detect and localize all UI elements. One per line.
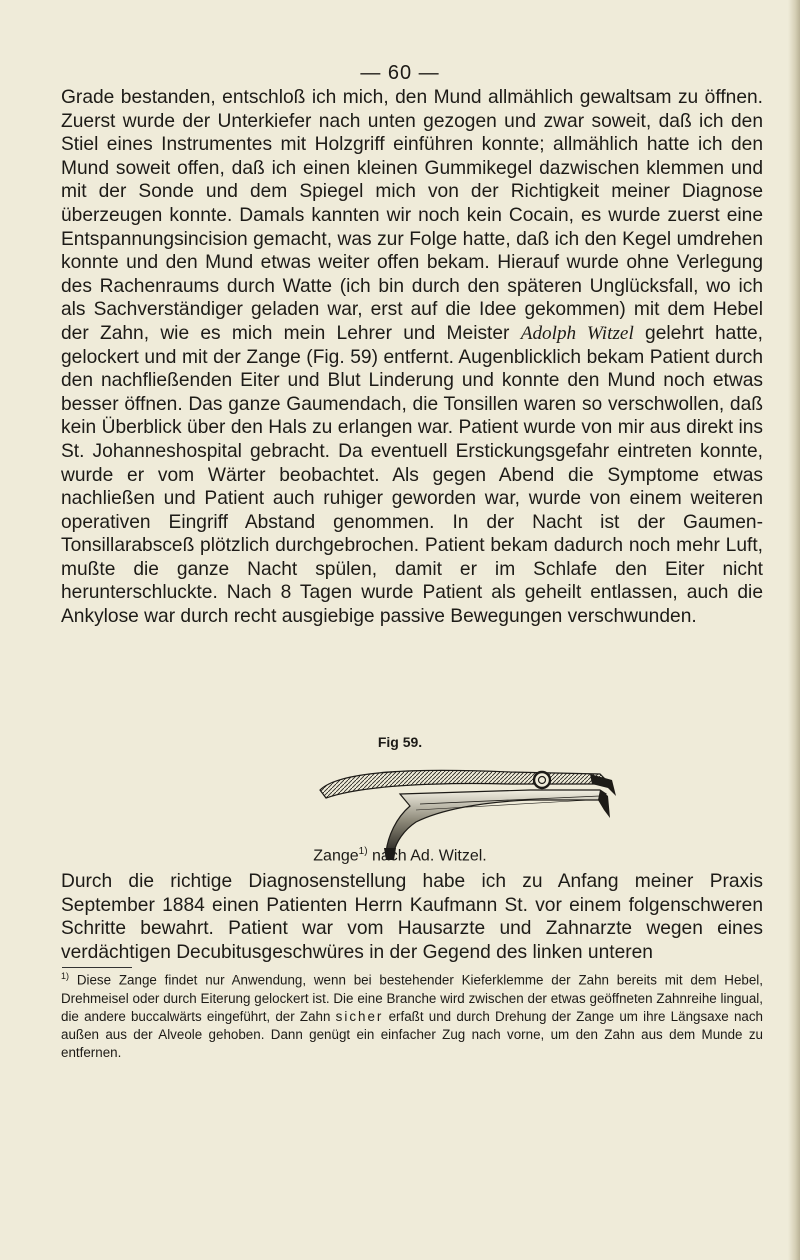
footnote-text-b: erfaßt und durch Drehung der Zange um ihre Längsaxe nach außen aus der Alveole gehoben. Dann genügt ein einfacher Zug nach vorne, um den Zahn aus dem Munde zu entfernen.: [61, 1008, 763, 1061]
figure-caption-text-a: Zange: [313, 847, 359, 865]
footnote-mark: 1): [61, 971, 70, 981]
footnote-text-a: Diese Zange findet nur Anwendung, wenn bei bestehender Kieferklemme der Zahn bereits mit dem Hebel, Drehmeisel oder durch Eiterung gelockert ist. Die eine Branche wird zwischen der etwas geöffneten Zahnreihe lingual, die andere buccalwärts eingeführt, der Zahn: [61, 972, 763, 1024]
figure-caption: [0, 846, 800, 865]
figure-caption-text-b: nach Ad. Witzel.: [372, 847, 487, 865]
footnote-spaced-word: sicher: [335, 1008, 384, 1024]
paragraph-2: Durch die richtige Diagnosenstellung habe ich zu Anfang meiner Praxis September 1884 einen Patienten Herrn Kaufmann St. vor einem folgenschweren Schritte bewahrt. Patient war vom Hausarzte und Zahnarzte wegen eines verdächtigen Decubitusgeschwüres in der Gegend des linken unteren: [61, 871, 763, 963]
page-edge-shadow: [788, 0, 800, 1260]
footnote: [61, 967, 763, 1062]
forceps-illustration: [300, 760, 620, 860]
figure-caption-footnote-mark: 1): [358, 846, 368, 857]
figure-label: Fig 59.: [377, 734, 423, 750]
paragraph-1: [61, 86, 763, 629]
author-name-italic: Adolph Witzel: [520, 322, 634, 344]
page-number: — 60 —: [360, 62, 440, 84]
paragraph-1-text-b: gelehrt hatte, gelockert und mit der Zange (Fig. 59) entfernt. Augenblicklich bekam Patient durch den nachfließenden Eiter und Blut Linderung und konnte den Mund noch etwas besser öffnen. Das ganze Gaumendach, die Tonsillen waren so verschwollen, daß kein Überblick über den Hals zu erlangen war. Patient wurde von mir aus direkt ins St. Johanneshospital gebracht. Da eventuell Erstickungsgefahr eintreten konnte, wurde er vom Wärter beobachtet. Als gegen Abend die Symptome etwas nachließen und Patient auch ruhiger geworden war, wurde von einem weiteren operativen Eingriff Abstand genommen. In der Nacht ist der Gaumen-Tonsillarabsceß plötzlich durchgebrochen. Patient bekam dadurch noch mehr Luft, mußte die ganze Nacht spülen, damit er im Schlafe den Eiter nicht herunterschluckte. Nach 8 Tagen wurde Patient als geheilt entlassen, auch die Ankylose war durch recht ausgiebige passive Bewegungen verschwunden.: [61, 322, 763, 628]
paragraph-1-text-a: Grade bestanden, entschloß ich mich, den Mund allmählich gewaltsam zu öffnen. Zuerst wurde der Unterkiefer nach unten gezogen und zwar soweit, daß ich den Stiel eines Instrumentes mit Holzgriff einführen konnte; allmählich hatte ich den Mund soweit offen, daß ich einen kleinen Gummikegel dazwischen klemmen und mit der Sonde und dem Spiegel mich von der Richtigkeit meiner Diagnose überzeugen konnte. Damals kannten wir noch kein Cocain, es wurde zuerst eine Entspannungsincision gemacht, was zur Folge hatte, daß ich den Kegel umdrehen konnte und den Mund etwas weiter offen bekam. Hierauf wurde ohne Verlegung des Rachenraums durch Watte (ich bin durch den späteren Unglücksfall, wo ich als Sachverständiger geladen war, erst auf die Idee gekommen) mit dem Hebel der Zahn, wie es mich mein Lehrer und Meister: [61, 87, 763, 344]
